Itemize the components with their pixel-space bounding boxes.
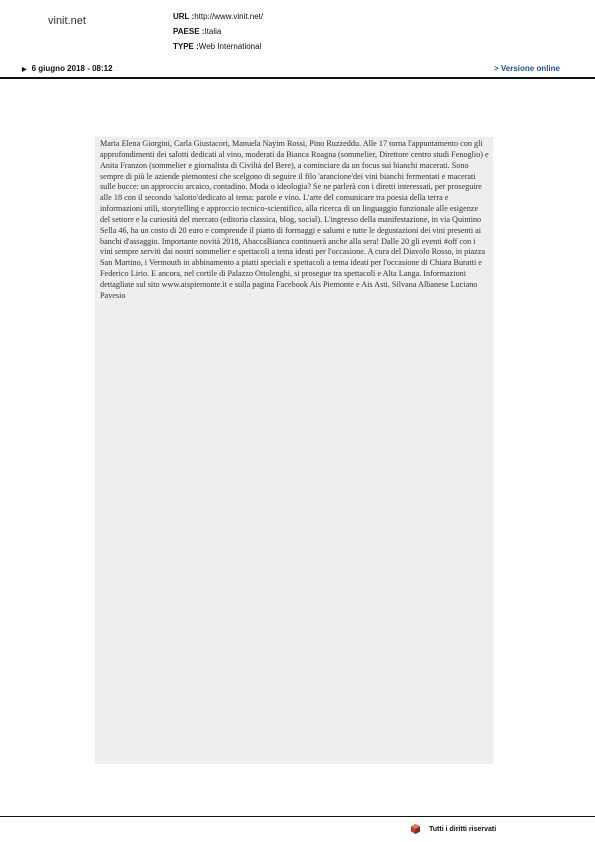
footer [411, 824, 496, 834]
triangle-bullet-icon: ▶ [22, 67, 27, 73]
dateline [22, 64, 113, 73]
url-value: http://www.vinit.net/ [194, 12, 264, 21]
meta-block [173, 9, 263, 54]
header-divider [0, 77, 595, 79]
copyright-text: Tutti i diritti riservati [429, 825, 497, 833]
type-value: Web International [198, 42, 262, 51]
type-label: TYPE : [173, 42, 199, 51]
meta-type [173, 39, 263, 54]
online-version-link[interactable]: > Versione online [493, 64, 560, 73]
site-name: vinit.net [48, 15, 86, 27]
country-value: Italia [204, 27, 222, 36]
meta-url [173, 9, 263, 24]
footer-divider [0, 816, 595, 817]
country-label: PAESE : [173, 27, 205, 36]
meta-country [173, 24, 263, 39]
article-text: Maria Elena Giorgini, Carla Giustacori, Manuela Nayim Rossi, Pino Ruzzeddu. Alle 17 torna l'appuntamento con gli approfondimenti dei salotti dedicati al vino, moderati da Bianca Roagna (sommelier, Direttore centro studi Fenoglio) e Anita Franzon (sommelier e giornalista di Civiltà del Bere), a cominciare da un focus sui bianchi macerati. Sono sempre di più le aziende piemontesi che scelgono di seguire il filo 'arancione'dei vini bianchi fermentati e macerati sulle bucce: un approccio arcaico, contadino. Moda o ideologia? Se ne parlerà con i diretti interessati, per proseguire alle 18 con il secondo 'salotto'dedicato al tema: parole e vino. L'arte del comunicare tra poesia della terra e informazioni utili, storytelling e approccio tecnico-scientifico, alla ricerca di un linguaggio funzionale alle esigenze del settore e la curiosità del mercato (editoria classica, blog, social). L'ingresso della manifestazione, in via Quintino Sella 46, ha un costo di 20 euro e comprende il piatto di formaggi e salumi e tutte le degustazioni dei vini presenti ai banchi d'assaggio. Importante novità 2018, AbaccaBianca continuerà anche alla sera! Dalle 20 gli eventi #off con i vini sempre serviti dai nostri sommelier e spettacoli a tema ideati per l'occasione. A cura del Diavolo Rosso, in piazza San Martino, i Vermouth in abbinamento a piatti speciali e spettacoli a tema ideati per l'occasione di Chiara Buratti e Federico Lirio. E ancora, nel cortile di Palazzo Ottolenghi, si prosegue tra spettacoli e Alta Langa. Informazioni dettagliate sul sito www.aispiemonte.it e sulla pagina Facebook Ais Piemonte e Ais Asti. Silvana Albanese Luciano Pavesio [100, 139, 489, 300]
cube-logo-icon [411, 824, 420, 834]
url-label: URL : [173, 12, 195, 21]
article-box [95, 137, 493, 764]
date-text: 6 giugno 2018 - 08:12 [31, 64, 113, 73]
